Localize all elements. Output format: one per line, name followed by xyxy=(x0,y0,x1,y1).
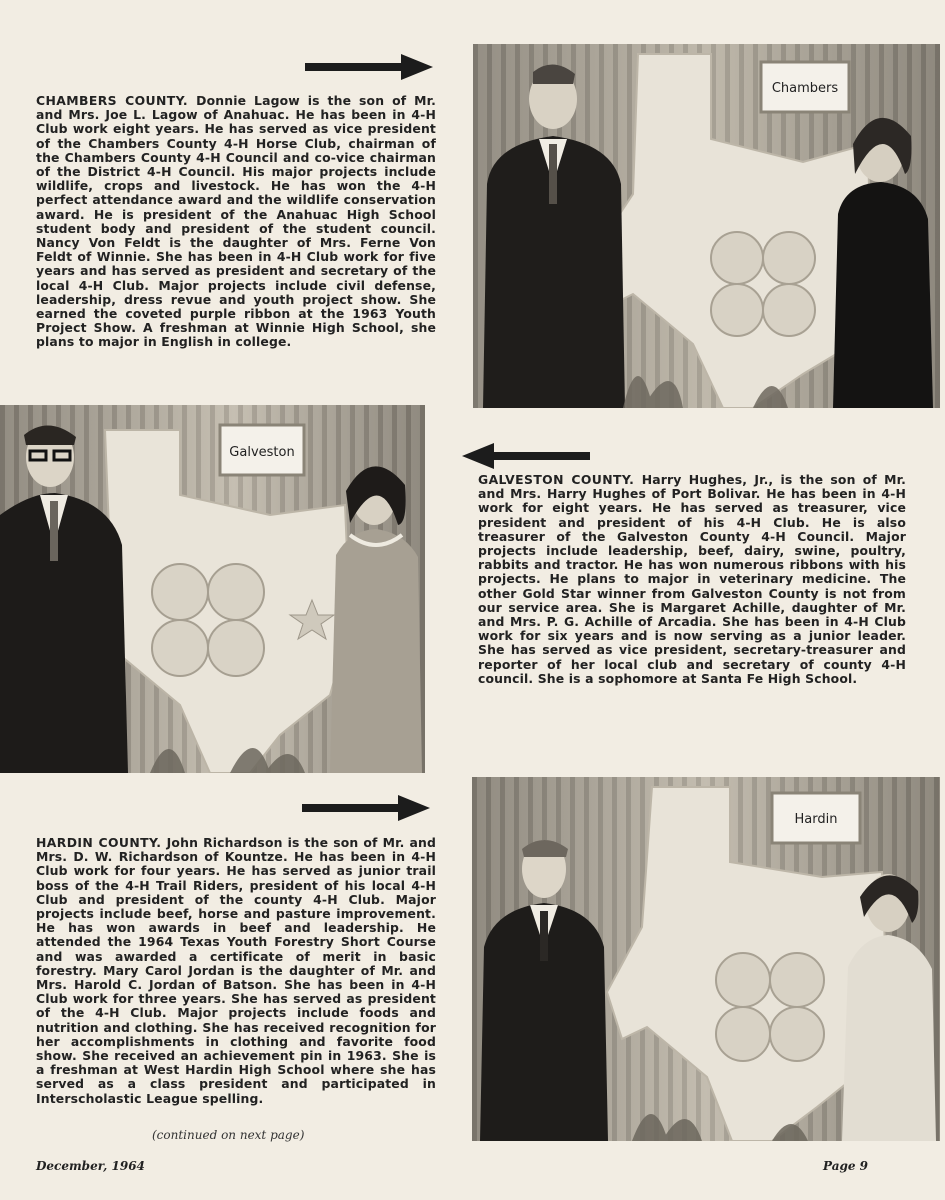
hardin-sign-label: Hardin xyxy=(794,812,838,827)
galveston-county-article xyxy=(478,473,906,686)
footer-date: December, 1964 xyxy=(36,1159,145,1173)
arrow-left-icon xyxy=(460,441,590,475)
galveston-sign-label: Galveston xyxy=(229,445,295,460)
hardin-photo xyxy=(472,777,940,1141)
arrow-right-icon xyxy=(302,793,432,827)
chambers-photo xyxy=(473,44,940,408)
hardin-county-body: John Richardson is the son of Mr. and Mrs. D. W. Richardson of Kountze. He has been in 4-H Club work for four years. He has served as junior trail boss of the 4-H Trail Riders, president of his local 4-H Club and president of the county 4-H Club. Major projects include beef, horse and pasture improvement. He has won awards in beef and leadership. He attended the 1964 Texas Youth Forestry Short Course and was awarded a certificate of merit in basic forestry. Mary Carol Jordan is the daughter of Mr. and Mrs. Harold C. Jordan of Batson. She has been in 4-H Club work for three years. She has served as president of the 4-H Club. Major projects include foods and nutrition and clothing. She has received recognition for her accomplishments in clothing and favorite food show. She received an achievement pin in 1963. She is a freshman at West Hardin High School where she has served as a class president and participated in Interscholastic League spelling. xyxy=(36,835,436,1106)
continued-note: (continued on next page) xyxy=(152,1128,305,1142)
hardin-county-heading: HARDIN COUNTY. xyxy=(36,835,167,850)
arrow-right-icon xyxy=(305,52,435,86)
galveston-county-heading: GALVESTON COUNTY. xyxy=(478,472,642,487)
chambers-county-body: Donnie Lagow is the son of Mr. and Mrs. Joe L. Lagow of Anahuac. He has been in 4-H Club work eight years. He has served as vice president of the Chambers County 4-H Horse Club, chairman of the Chambers County 4-H Council and co-vice chairman of the District 4-H Council. His major projects include wildlife, crops and livestock. He has won the 4-H perfect attendance award and the wildlife conservation award. He is president of the Anahuac High School student body and president of the student council. Nancy Von Feldt is the daughter of Mrs. Ferne Von Feldt of Winnie. She has been in 4-H Club work for five years and has served as president and secretary of the local 4-H Club. Major projects include civil defense, leadership, dress revue and youth project show. She earned the coveted purple ribbon at the 1963 Youth Project Show. A freshman at Winnie High School, she plans to major in English in college. xyxy=(36,93,436,350)
footer-page-number: Page 9 xyxy=(823,1159,869,1173)
chambers-sign-label: Chambers xyxy=(771,81,839,96)
chambers-county-article xyxy=(36,94,436,350)
chambers-county-heading: CHAMBERS COUNTY. xyxy=(36,93,197,108)
galveston-county-body: Harry Hughes, Jr., is the son of Mr. and Mrs. Harry Hughes of Port Bolivar. He has been in 4-H work for eight years. He has served as treasurer, vice president and president of his 4-H Club. He is also treasurer of the Galveston County 4-H Council. Major projects include leadership, beef, dairy, swine, poultry, rabbits and tractor. He has won numerous ribbons with his projects. He plans to major in veterinary medicine. The other Gold Star winner from Galveston County is not from our service area. She is Margaret Achille, daughter of Mr. and Mrs. P. G. Achille of Arcadia. She has been in 4-H Club work for six years and is now serving as a junior leader. She has served as vice president, secretary-treasurer and reporter of her local club and secretary of county 4-H council. She is a sophomore at Santa Fe High School. xyxy=(478,472,906,686)
galveston-photo xyxy=(0,405,425,773)
hardin-county-article xyxy=(36,836,436,1106)
